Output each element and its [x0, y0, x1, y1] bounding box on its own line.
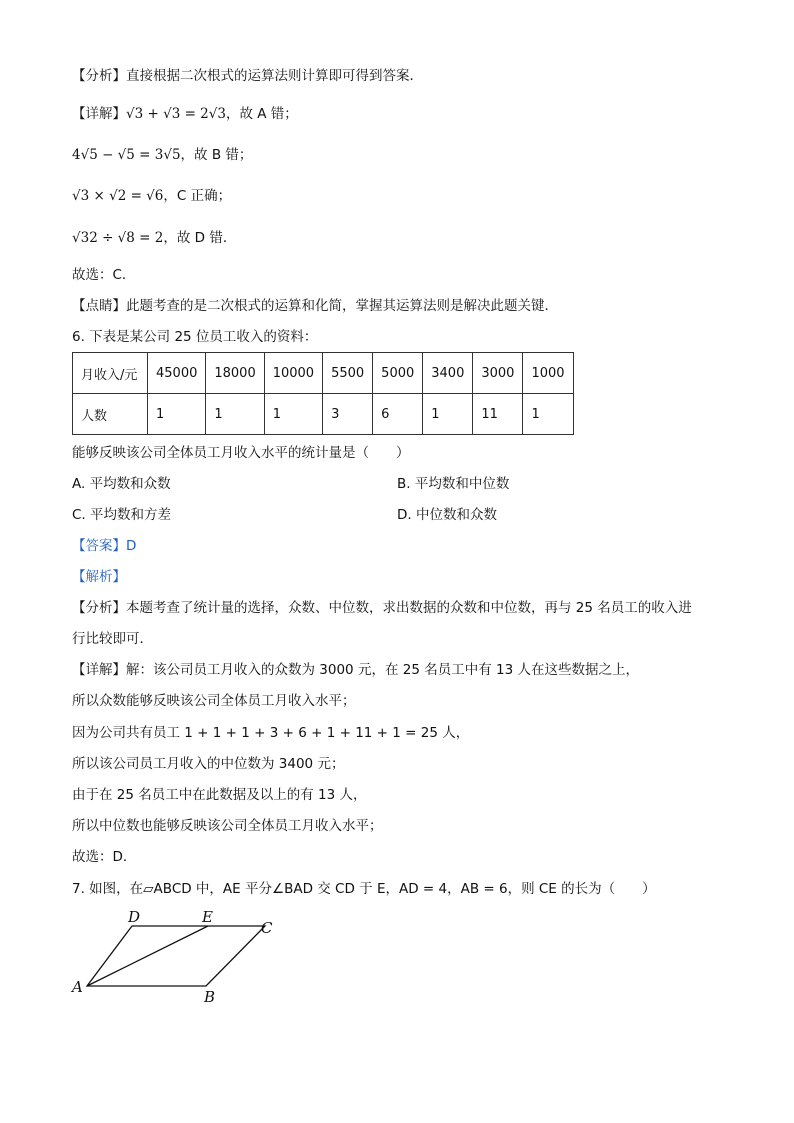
option-c: C. 平均数和方差 [72, 507, 172, 523]
formula-tail: ，故 D 错． [163, 230, 237, 246]
q6-answer: 【答案】D [72, 538, 137, 554]
label-c: C [261, 919, 273, 937]
table-cell: 1 [523, 394, 573, 435]
q5-detail-line-c [72, 186, 231, 206]
formula: 4√5 − √5 = 3√5 [72, 147, 181, 163]
label-e: E [202, 908, 213, 926]
table-cell: 1 [148, 394, 206, 435]
q6-detail-3: 因为公司共有员工 1 + 1 + 1 + 3 + 6 + 1 + 11 + 1 = 25 人， [72, 725, 470, 741]
formula-tail: ，C 正确； [163, 188, 232, 204]
table-cell: 5000 [373, 353, 423, 394]
q6-detail-4: 所以该公司员工月收入的中位数为 3400 元； [72, 756, 345, 772]
q5-comment: 【点睛】此题考查的是二次根式的运算和化简，掌握其运算法则是解决此题关键． [72, 298, 558, 314]
table-header-cell: 人数 [73, 394, 148, 435]
formula-tail: ，故 B 错； [180, 147, 253, 163]
table-cell: 45000 [148, 353, 206, 394]
table-cell: 1 [206, 394, 264, 435]
label-a: A [72, 978, 83, 996]
q5-detail-line-a [72, 104, 298, 124]
table-header-cell: 月收入/元 [73, 353, 148, 394]
q5-analysis: 【分析】直接根据二次根式的运算法则计算即可得到答案． [72, 68, 423, 84]
q6-choice: 故选：D． [72, 849, 137, 865]
table-cell: 1 [423, 394, 473, 435]
table-cell: 1 [264, 394, 322, 435]
table-cell: 18000 [206, 353, 264, 394]
table-row [73, 394, 574, 435]
q6-question: 能够反映该公司全体员工月收入水平的统计量是（ ） [72, 445, 410, 461]
table-cell: 1000 [523, 353, 573, 394]
table-cell: 10000 [264, 353, 322, 394]
q6-detail-5: 由于在 25 名员工中在此数据及以上的有 13 人， [72, 787, 367, 803]
table-cell: 3 [323, 394, 373, 435]
table-row [73, 353, 574, 394]
segment-ae [87, 926, 208, 986]
table-cell: 5500 [323, 353, 373, 394]
parallelogram-figure [66, 906, 286, 1006]
q6-detail-1: 【详解】解：该公司员工月收入的众数为 3000 元，在 25 名员工中有 13 人在这些数据之上， [72, 662, 639, 678]
formula: √3 × √2 = √6 [72, 188, 164, 204]
option-d: D. 中位数和众数 [397, 507, 497, 523]
formula: √32 ÷ √8 = 2 [72, 230, 164, 246]
q5-choice: 故选：C． [72, 267, 136, 283]
q6-analysis-2: 行比较即可． [72, 631, 153, 647]
q6-detail-2: 所以众数能够反映该公司全体员工月收入水平； [72, 693, 356, 709]
formula-tail: ，故 A 错； [225, 106, 298, 122]
detail-label: 【详解】 [72, 106, 126, 122]
label-d: D [128, 908, 141, 926]
option-a: A. 平均数和众数 [72, 476, 171, 492]
income-table [72, 352, 574, 435]
table-cell: 6 [373, 394, 423, 435]
option-b: B. 平均数和中位数 [397, 476, 510, 492]
q6-stem: 6. 下表是某公司 25 位员工收入的资料： [72, 329, 318, 345]
table-cell: 11 [473, 394, 523, 435]
parallelogram-abcd [87, 926, 265, 986]
table-cell: 3400 [423, 353, 473, 394]
q5-detail-line-d [72, 228, 236, 248]
q6-detail-6: 所以中位数也能够反映该公司全体员工月收入水平； [72, 818, 383, 834]
q6-explain-label: 【解析】 [72, 569, 126, 585]
formula: √3 + √3 = 2√3 [126, 106, 226, 122]
q5-detail-line-b [72, 145, 252, 165]
label-b: B [204, 988, 216, 1006]
table-cell: 3000 [473, 353, 523, 394]
q7-stem: 7. 如图，在▱ABCD 中，AE 平分∠BAD 交 CD 于 E，AD = 4，AB = 6，则 CE 的长为（ ） [72, 881, 656, 897]
q6-analysis-1: 【分析】本题考查了统计量的选择，众数、中位数，求出数据的众数和中位数，再与 25 名员工的收入进 [72, 600, 692, 616]
